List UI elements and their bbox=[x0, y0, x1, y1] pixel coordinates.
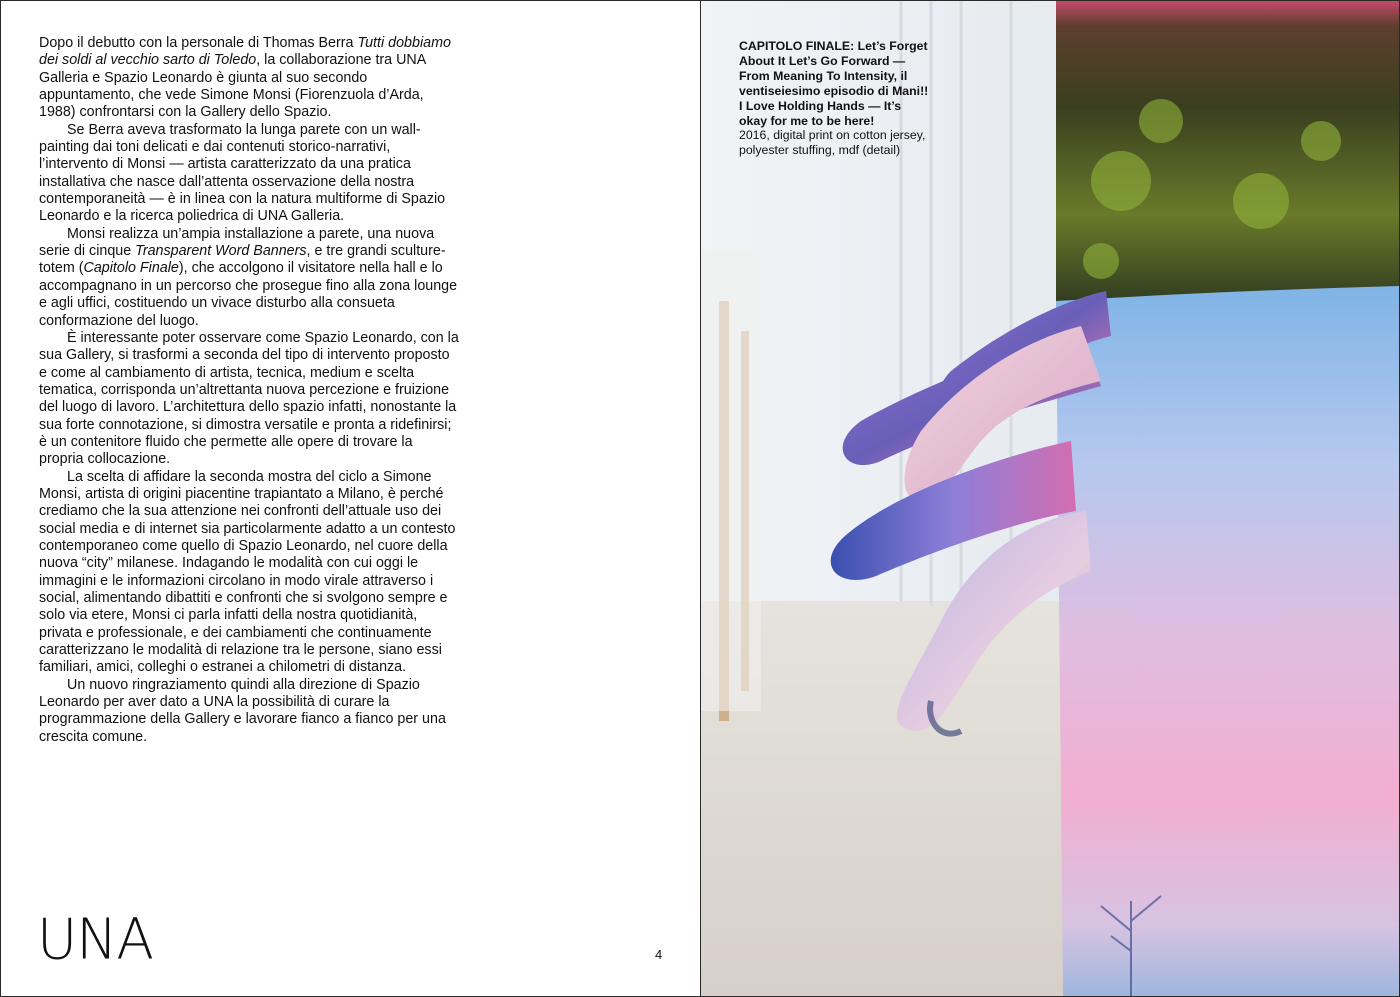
page-number: 4 bbox=[655, 947, 663, 962]
body-paragraph bbox=[39, 469, 459, 677]
body-paragraph bbox=[39, 35, 459, 122]
text-run: ), che accolgono il visitatore nella hall e lo accompagnano in un percorso che prosegue fino alla zona lounge e agli uffici, costituendo un vivace disturbo alla consueta conformazione del luogo. bbox=[39, 260, 458, 329]
text-run: Un nuovo ringraziamento quindi alla direzione di Spazio Leonardo per aver dato a UNA la possibilità di curare la programmazione della Gallery e lavorare fianco a fianco per una crescita comune. bbox=[39, 676, 446, 745]
body-paragraph bbox=[39, 330, 459, 469]
left-page bbox=[1, 1, 700, 996]
body-paragraph bbox=[39, 677, 459, 746]
text-run: È interessante poter osservare come Spazio Leonardo, con la sua Gallery, si trasformi a seconda del tipo di intervento proposto e come al cambiamento di artista, tecnica, medium e scelta tematica, corrisponda un’altrettanta nuova percezione e fruizione del luogo di lavoro. L’architettura dello spazio infatti, nonostante la sua forte connotazione, si dimostra versatile e pronta a ridefinirsi; è un contenitore fluido che permette alle opere di trovare la propria collocazione. bbox=[39, 329, 459, 468]
italic-title: Transparent Word Banners bbox=[135, 243, 307, 260]
text-run: Monsi realizza un’ampia installazione a parete, una nuova serie di cinque bbox=[39, 225, 435, 260]
una-logo: UNA bbox=[37, 906, 154, 972]
italic-title: Tutti dobbiamo dei soldi al vecchio sarto di Toledo bbox=[39, 35, 451, 69]
text-run: Dopo il debutto con la personale di Thomas Berra bbox=[39, 35, 358, 51]
caption-title: CAPITOLO FINALE: Let’s Forget About It Let’s Go Forward — From Meaning To Intensity, il ventiseiesimo episodio di Mani!! I Love Holding Hands — It’s okay for me to be here! bbox=[739, 39, 929, 128]
body-paragraph bbox=[39, 122, 459, 226]
text-run: La scelta di affidare la seconda mostra del ciclo a Simone Monsi, artista di origini piacentine trapiantato a Milano, è perché crediamo che la sua attenzione nei confronti dell’attuale uso dei social media e di internet sia particolarmente adatto a un contesto contemporaneo come quello di Spazio Leonardo, nel cuore della nuova “city” milanese. Indagando le modalità con cui oggi le immagini e le informazioni circolano in modo virale attraverso i social, alimentando dibattiti e confronti che si svolgono sempre e solo via etere, Monsi ci parla infatti della nostra quotidianità, privata e professionale, e dei cambiamenti che continuamente caratterizzano le modalità di relazione tra le persone, siano essi familiari, amici, colleghi o estranei a chilometri di distanza. bbox=[39, 468, 456, 676]
caption-details: 2016, digital print on cotton jersey, polyester stuffing, mdf (detail) bbox=[739, 128, 926, 158]
italic-title: Capitolo Finale bbox=[83, 260, 179, 277]
text-run: , la collaborazione tra UNA Galleria e Spazio Leonardo è giunta al suo secondo appuntamento, che vede Simone Monsi (Fiorenzuola d’Arda, 1988) confrontarsi con la Gallery dello Spazio. bbox=[39, 52, 426, 121]
body-paragraph bbox=[39, 226, 459, 330]
body-text bbox=[39, 35, 459, 746]
text-run: , e tre grandi sculture-totem ( bbox=[39, 243, 446, 277]
text-run: Se Berra aveva trasformato la lunga parete con un wall-painting dai toni delicati e dai contenuti storico-narrativi, l’intervento di Monsi — artista caratterizzato da una pratica installativa che nasce dall’attenta osservazione della nostra contemporaneità — è in linea con la natura multiforme di Spazio Leonardo e la ricerca poliedrica di UNA Galleria. bbox=[39, 121, 446, 225]
artwork-photo bbox=[701, 1, 1399, 996]
artwork-caption bbox=[739, 39, 929, 158]
